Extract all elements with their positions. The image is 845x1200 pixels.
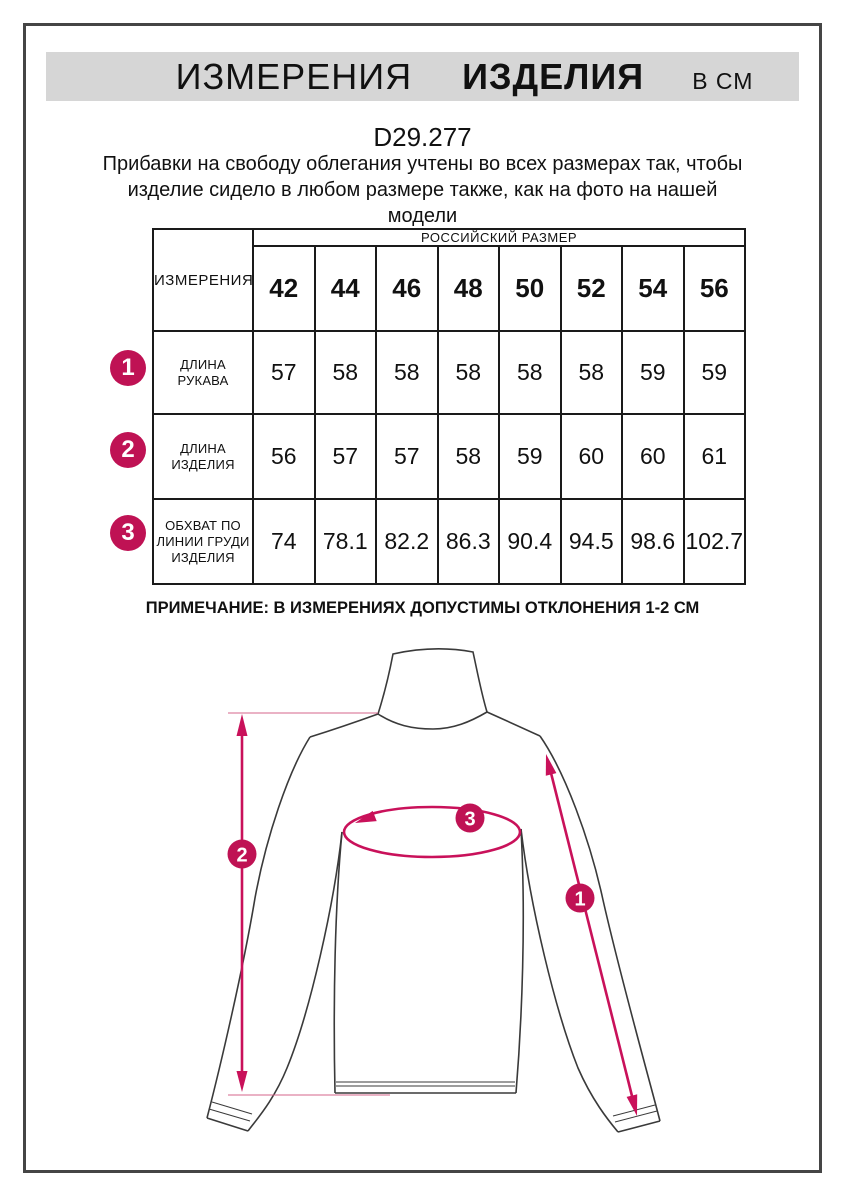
measurement-marks — [228, 713, 638, 1116]
svg-text:1: 1 — [574, 888, 586, 911]
measurement-label: ОБХВАТ ПО ЛИНИИ ГРУДИ ИЗДЕЛИЯ — [153, 499, 253, 584]
measurement-value: 57 — [376, 414, 438, 499]
marker-1 — [566, 884, 595, 913]
row-marker-2: 2 — [110, 432, 146, 468]
measurement-value: 58 — [376, 331, 438, 414]
measurement-value: 58 — [438, 331, 500, 414]
marker-2 — [228, 840, 257, 869]
measurement-label: ДЛИНА ИЗДЕЛИЯ — [153, 414, 253, 499]
measurement-value: 57 — [253, 331, 315, 414]
measurement-label: ДЛИНА РУКАВА — [153, 331, 253, 414]
measurement-value: 61 — [684, 414, 746, 499]
size-header-cell: 46 — [376, 246, 438, 331]
measurement-value: 60 — [561, 414, 623, 499]
measurement-value: 57 — [315, 414, 377, 499]
size-header-cell: 52 — [561, 246, 623, 331]
title-measurements: ИЗМЕРЕНИЯ — [175, 55, 413, 97]
row-marker-1: 1 — [110, 350, 146, 386]
row-marker-3: 3 — [110, 515, 146, 551]
measurement-value: 58 — [315, 331, 377, 414]
measurement-value: 94.5 — [561, 499, 623, 584]
marker-3 — [456, 804, 485, 833]
title-unit: В СМ — [692, 67, 754, 94]
column-header-measurements: ИЗМЕРЕНИЯ — [153, 229, 253, 331]
measurement-value: 59 — [622, 331, 684, 414]
measurement-value: 78.1 — [315, 499, 377, 584]
size-header-cell: 50 — [499, 246, 561, 331]
measurement-value: 90.4 — [499, 499, 561, 584]
product-code: D29.277 — [373, 122, 472, 152]
measurement-value: 59 — [499, 414, 561, 499]
measurement-value: 102.7 — [684, 499, 746, 584]
sleeve-arrow — [550, 769, 633, 1100]
size-header-cell: 48 — [438, 246, 500, 331]
measurement-value: 74 — [253, 499, 315, 584]
svg-text:2: 2 — [236, 844, 248, 867]
measurement-value: 60 — [622, 414, 684, 499]
svg-text:3: 3 — [464, 808, 476, 831]
measurement-value: 86.3 — [438, 499, 500, 584]
size-header-cell: 44 — [315, 246, 377, 331]
measurement-value: 82.2 — [376, 499, 438, 584]
measurement-value: 59 — [684, 331, 746, 414]
measurement-value: 58 — [438, 414, 500, 499]
tolerance-note: ПРИМЕЧАНИЕ: В ИЗМЕРЕНИЯХ ДОПУСТИМЫ ОТКЛОНЕНИЯ 1-2 СМ — [145, 599, 700, 617]
size-header-cell: 56 — [684, 246, 746, 331]
intro-line: модели — [387, 205, 458, 227]
measurement-value: 56 — [253, 414, 315, 499]
measurement-value: 58 — [499, 331, 561, 414]
measurement-value: 98.6 — [622, 499, 684, 584]
title-product: ИЗДЕЛИЯ — [462, 55, 645, 97]
intro-line: Прибавки на свободу облегания учтены во всех размерах так, чтобы — [102, 153, 743, 175]
size-header-cell: 42 — [253, 246, 315, 331]
intro-line: изделие сидело в любом размере также, как на фото на нашей — [127, 179, 718, 201]
column-header-russian-size: РОССИЙСКИЙ РАЗМЕР — [253, 229, 745, 246]
size-header-cell: 54 — [622, 246, 684, 331]
measurement-value: 58 — [561, 331, 623, 414]
